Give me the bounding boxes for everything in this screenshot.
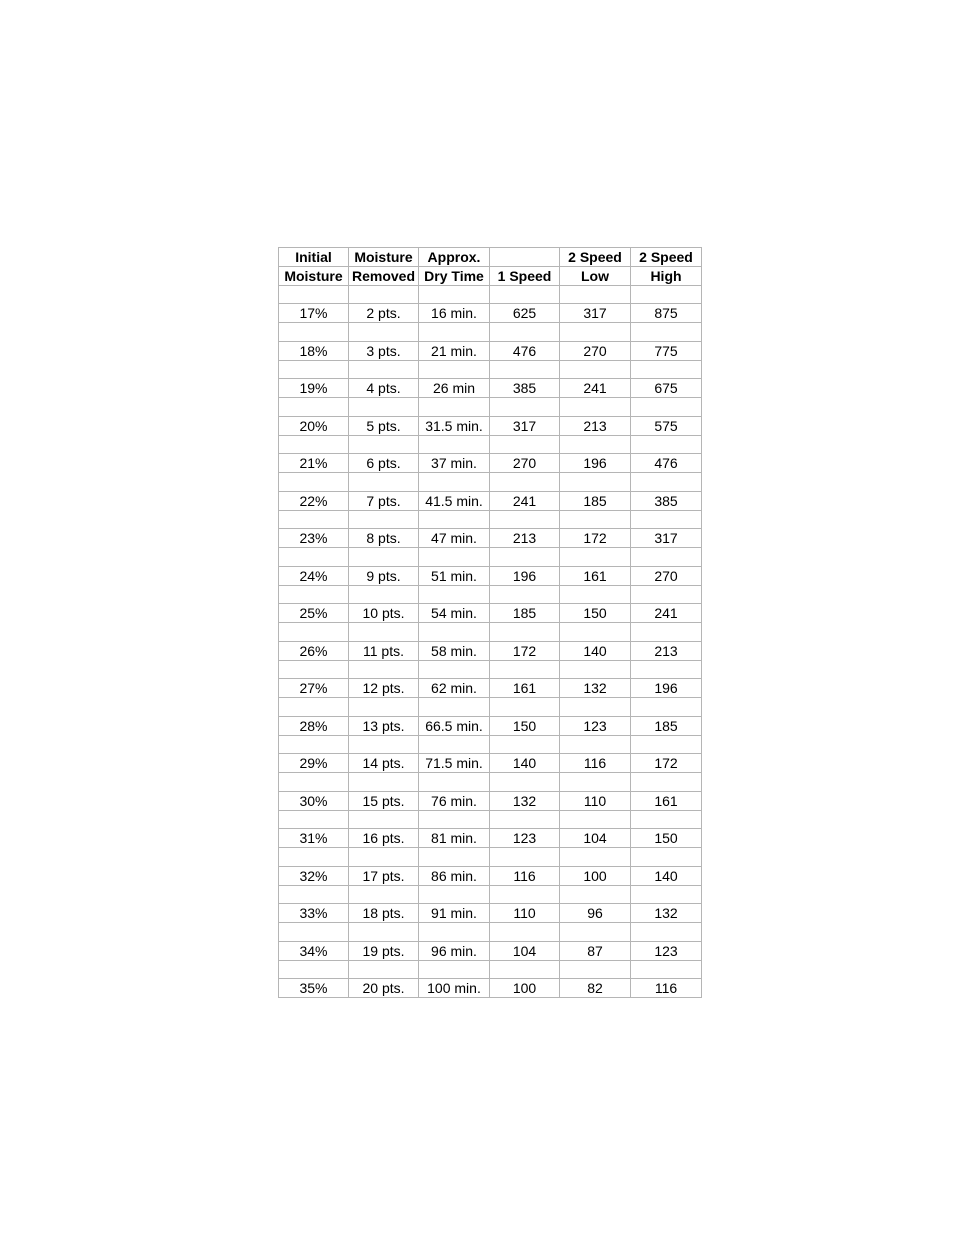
table-cell: 30%: [279, 791, 349, 810]
header-cell: Approx.: [419, 248, 490, 267]
table-cell: 150: [631, 829, 702, 848]
empty-cell: [279, 660, 349, 679]
empty-cell: [279, 923, 349, 942]
empty-cell: [631, 810, 702, 829]
table-cell: 76 min.: [419, 791, 490, 810]
table-cell: 17 pts.: [349, 866, 419, 885]
empty-cell: [349, 623, 419, 642]
empty-cell: [419, 810, 490, 829]
empty-cell: [279, 323, 349, 342]
table-row: [279, 566, 702, 585]
empty-cell: [490, 285, 560, 304]
table-cell: 317: [490, 416, 560, 435]
empty-cell: [560, 285, 631, 304]
table-cell: 6 pts.: [349, 454, 419, 473]
empty-cell: [560, 623, 631, 642]
empty-cell: [419, 623, 490, 642]
table-cell: 96: [560, 904, 631, 923]
table-cell: 81 min.: [419, 829, 490, 848]
table-row: [279, 529, 702, 548]
table-row: [279, 754, 702, 773]
empty-cell: [560, 698, 631, 717]
table-cell: 172: [560, 529, 631, 548]
empty-cell: [419, 773, 490, 792]
table-cell: 19%: [279, 379, 349, 398]
header-row-2: [279, 266, 702, 285]
table-cell: 35%: [279, 979, 349, 998]
table-row: [279, 491, 702, 510]
empty-cell: [560, 660, 631, 679]
empty-cell: [419, 398, 490, 417]
table-cell: 7 pts.: [349, 491, 419, 510]
table-cell: 132: [631, 904, 702, 923]
table-cell: 104: [490, 941, 560, 960]
empty-cell: [560, 923, 631, 942]
empty-cell: [419, 548, 490, 567]
empty-cell: [560, 585, 631, 604]
empty-cell: [279, 735, 349, 754]
table-cell: 123: [560, 716, 631, 735]
empty-cell: [490, 848, 560, 867]
empty-cell: [279, 623, 349, 642]
empty-cell: [419, 323, 490, 342]
table-cell: 116: [560, 754, 631, 773]
table-cell: 26 min: [419, 379, 490, 398]
empty-cell: [631, 360, 702, 379]
table-cell: 196: [490, 566, 560, 585]
empty-cell: [349, 885, 419, 904]
empty-cell: [631, 660, 702, 679]
table-cell: 104: [560, 829, 631, 848]
empty-cell: [560, 773, 631, 792]
empty-cell: [279, 473, 349, 492]
empty-cell: [349, 285, 419, 304]
empty-cell: [279, 773, 349, 792]
drying-data-table: [278, 247, 702, 998]
empty-cell: [419, 360, 490, 379]
spacer-row: [279, 623, 702, 642]
table-cell: 21%: [279, 454, 349, 473]
empty-cell: [631, 510, 702, 529]
table-cell: 270: [560, 341, 631, 360]
empty-cell: [349, 848, 419, 867]
empty-cell: [349, 435, 419, 454]
table-row: [279, 716, 702, 735]
table-cell: 241: [490, 491, 560, 510]
spacer-row: [279, 848, 702, 867]
empty-cell: [419, 435, 490, 454]
table-row: [279, 791, 702, 810]
table-cell: 123: [490, 829, 560, 848]
table-cell: 161: [560, 566, 631, 585]
table-cell: 19 pts.: [349, 941, 419, 960]
empty-cell: [490, 360, 560, 379]
table-cell: 91 min.: [419, 904, 490, 923]
empty-cell: [279, 885, 349, 904]
empty-cell: [560, 360, 631, 379]
table-cell: 100: [560, 866, 631, 885]
table-cell: 10 pts.: [349, 604, 419, 623]
header-row-1: [279, 248, 702, 267]
table-cell: 15 pts.: [349, 791, 419, 810]
table-cell: 140: [631, 866, 702, 885]
empty-cell: [631, 698, 702, 717]
table-cell: 8 pts.: [349, 529, 419, 548]
empty-cell: [490, 510, 560, 529]
empty-cell: [631, 398, 702, 417]
empty-cell: [419, 510, 490, 529]
empty-cell: [349, 510, 419, 529]
table-row: [279, 904, 702, 923]
empty-cell: [631, 435, 702, 454]
table-cell: 172: [631, 754, 702, 773]
empty-cell: [560, 885, 631, 904]
table-row: [279, 379, 702, 398]
empty-cell: [349, 960, 419, 979]
table-cell: 32%: [279, 866, 349, 885]
table-cell: 62 min.: [419, 679, 490, 698]
table-cell: 31%: [279, 829, 349, 848]
empty-cell: [631, 923, 702, 942]
table-cell: 54 min.: [419, 604, 490, 623]
empty-cell: [631, 323, 702, 342]
empty-cell: [419, 473, 490, 492]
table-cell: 37 min.: [419, 454, 490, 473]
empty-cell: [349, 810, 419, 829]
empty-cell: [490, 960, 560, 979]
empty-cell: [349, 660, 419, 679]
table-cell: 9 pts.: [349, 566, 419, 585]
table-cell: 24%: [279, 566, 349, 585]
empty-cell: [560, 435, 631, 454]
spacer-row: [279, 773, 702, 792]
table-cell: 213: [631, 641, 702, 660]
empty-cell: [349, 548, 419, 567]
spacer-row: [279, 323, 702, 342]
table-cell: 16 min.: [419, 304, 490, 323]
empty-cell: [631, 473, 702, 492]
table-cell: 172: [490, 641, 560, 660]
table-row: [279, 941, 702, 960]
empty-cell: [349, 398, 419, 417]
empty-cell: [631, 960, 702, 979]
empty-cell: [490, 923, 560, 942]
empty-cell: [560, 510, 631, 529]
spacer-row: [279, 923, 702, 942]
spacer-row: [279, 398, 702, 417]
empty-cell: [349, 698, 419, 717]
spacer-row: [279, 510, 702, 529]
header-cell: Moisture: [279, 266, 349, 285]
table-cell: 11 pts.: [349, 641, 419, 660]
table-cell: 317: [560, 304, 631, 323]
empty-cell: [631, 848, 702, 867]
table-cell: 110: [490, 904, 560, 923]
table-cell: 27%: [279, 679, 349, 698]
table-cell: 18 pts.: [349, 904, 419, 923]
empty-cell: [279, 398, 349, 417]
table-cell: 185: [490, 604, 560, 623]
empty-cell: [279, 285, 349, 304]
table-cell: 22%: [279, 491, 349, 510]
empty-cell: [279, 810, 349, 829]
spacer-row: [279, 360, 702, 379]
empty-cell: [490, 548, 560, 567]
spacer-row: [279, 435, 702, 454]
table-row: [279, 866, 702, 885]
empty-cell: [631, 735, 702, 754]
empty-cell: [631, 623, 702, 642]
table-cell: 18%: [279, 341, 349, 360]
empty-cell: [490, 323, 560, 342]
table-row: [279, 454, 702, 473]
table-cell: 625: [490, 304, 560, 323]
empty-cell: [560, 735, 631, 754]
empty-cell: [631, 773, 702, 792]
table-cell: 100 min.: [419, 979, 490, 998]
table-cell: 17%: [279, 304, 349, 323]
header-cell: Initial: [279, 248, 349, 267]
table-cell: 14 pts.: [349, 754, 419, 773]
empty-cell: [490, 660, 560, 679]
table-cell: 213: [560, 416, 631, 435]
table-cell: 58 min.: [419, 641, 490, 660]
table-cell: 28%: [279, 716, 349, 735]
table-cell: 21 min.: [419, 341, 490, 360]
table-row: [279, 304, 702, 323]
table-cell: 270: [631, 566, 702, 585]
empty-cell: [419, 848, 490, 867]
table-cell: 675: [631, 379, 702, 398]
table-cell: 20 pts.: [349, 979, 419, 998]
empty-cell: [419, 960, 490, 979]
header-cell: [490, 248, 560, 267]
empty-cell: [560, 848, 631, 867]
table-cell: 2 pts.: [349, 304, 419, 323]
empty-cell: [279, 848, 349, 867]
table-cell: 29%: [279, 754, 349, 773]
table-cell: 116: [490, 866, 560, 885]
header-cell: 2 Speed: [631, 248, 702, 267]
table-cell: 196: [631, 679, 702, 698]
table-cell: 23%: [279, 529, 349, 548]
table-cell: 140: [490, 754, 560, 773]
empty-cell: [279, 510, 349, 529]
table-cell: 132: [560, 679, 631, 698]
table-cell: 71.5 min.: [419, 754, 490, 773]
table-cell: 196: [560, 454, 631, 473]
spacer-row: [279, 960, 702, 979]
table-cell: 116: [631, 979, 702, 998]
header-cell: Moisture: [349, 248, 419, 267]
empty-cell: [419, 885, 490, 904]
table-row: [279, 641, 702, 660]
spacer-row: [279, 473, 702, 492]
table-cell: 385: [631, 491, 702, 510]
header-cell: High: [631, 266, 702, 285]
table-cell: 100: [490, 979, 560, 998]
empty-cell: [279, 360, 349, 379]
empty-cell: [279, 548, 349, 567]
table-row: [279, 829, 702, 848]
table-cell: 123: [631, 941, 702, 960]
empty-cell: [419, 660, 490, 679]
empty-cell: [349, 473, 419, 492]
empty-cell: [419, 923, 490, 942]
table-cell: 385: [490, 379, 560, 398]
empty-cell: [490, 773, 560, 792]
empty-cell: [419, 285, 490, 304]
table-cell: 33%: [279, 904, 349, 923]
empty-cell: [419, 585, 490, 604]
empty-cell: [631, 285, 702, 304]
table-cell: 132: [490, 791, 560, 810]
empty-cell: [560, 960, 631, 979]
empty-cell: [490, 698, 560, 717]
table-cell: 270: [490, 454, 560, 473]
empty-cell: [631, 585, 702, 604]
table-cell: 241: [560, 379, 631, 398]
table-cell: 476: [490, 341, 560, 360]
empty-cell: [279, 698, 349, 717]
spacer-row: [279, 660, 702, 679]
table-cell: 575: [631, 416, 702, 435]
empty-cell: [631, 548, 702, 567]
table-cell: 41.5 min.: [419, 491, 490, 510]
empty-cell: [349, 773, 419, 792]
table-cell: 185: [560, 491, 631, 510]
table-cell: 26%: [279, 641, 349, 660]
empty-cell: [490, 810, 560, 829]
table-cell: 110: [560, 791, 631, 810]
table-row: [279, 416, 702, 435]
empty-cell: [349, 735, 419, 754]
table-cell: 34%: [279, 941, 349, 960]
table-cell: 140: [560, 641, 631, 660]
empty-cell: [349, 360, 419, 379]
header-cell: Removed: [349, 266, 419, 285]
table-cell: 96 min.: [419, 941, 490, 960]
empty-cell: [419, 698, 490, 717]
empty-cell: [490, 435, 560, 454]
table-cell: 13 pts.: [349, 716, 419, 735]
empty-cell: [490, 585, 560, 604]
empty-cell: [490, 398, 560, 417]
spacer-row: [279, 698, 702, 717]
table-cell: 213: [490, 529, 560, 548]
table-cell: 241: [631, 604, 702, 623]
empty-cell: [490, 473, 560, 492]
table-cell: 31.5 min.: [419, 416, 490, 435]
empty-cell: [560, 323, 631, 342]
table-body: [279, 248, 702, 998]
table-row: [279, 604, 702, 623]
table-cell: 3 pts.: [349, 341, 419, 360]
empty-cell: [631, 885, 702, 904]
spacer-row: [279, 585, 702, 604]
table-cell: 25%: [279, 604, 349, 623]
table-cell: 775: [631, 341, 702, 360]
spacer-row: [279, 548, 702, 567]
spacer-row: [279, 810, 702, 829]
spacer-row: [279, 735, 702, 754]
empty-cell: [490, 885, 560, 904]
empty-cell: [490, 735, 560, 754]
table-cell: 875: [631, 304, 702, 323]
table-row: [279, 341, 702, 360]
table-cell: 87: [560, 941, 631, 960]
empty-cell: [560, 810, 631, 829]
empty-cell: [279, 585, 349, 604]
empty-cell: [419, 735, 490, 754]
table-cell: 161: [490, 679, 560, 698]
empty-cell: [349, 585, 419, 604]
spacer-row: [279, 885, 702, 904]
header-cell: 1 Speed: [490, 266, 560, 285]
table-cell: 47 min.: [419, 529, 490, 548]
table-cell: 66.5 min.: [419, 716, 490, 735]
table-cell: 16 pts.: [349, 829, 419, 848]
table-cell: 150: [490, 716, 560, 735]
empty-cell: [490, 623, 560, 642]
table-cell: 82: [560, 979, 631, 998]
empty-cell: [349, 323, 419, 342]
empty-cell: [560, 473, 631, 492]
header-cell: Low: [560, 266, 631, 285]
table-row: [279, 979, 702, 998]
empty-cell: [560, 548, 631, 567]
table-cell: 317: [631, 529, 702, 548]
table-cell: 86 min.: [419, 866, 490, 885]
table-cell: 4 pts.: [349, 379, 419, 398]
table-row: [279, 679, 702, 698]
header-cell: Dry Time: [419, 266, 490, 285]
table-cell: 20%: [279, 416, 349, 435]
empty-cell: [560, 398, 631, 417]
table-cell: 12 pts.: [349, 679, 419, 698]
table-cell: 5 pts.: [349, 416, 419, 435]
header-cell: 2 Speed: [560, 248, 631, 267]
table-cell: 51 min.: [419, 566, 490, 585]
empty-cell: [279, 960, 349, 979]
table-cell: 476: [631, 454, 702, 473]
empty-cell: [349, 923, 419, 942]
table-cell: 185: [631, 716, 702, 735]
empty-cell: [279, 435, 349, 454]
table-cell: 150: [560, 604, 631, 623]
table-cell: 161: [631, 791, 702, 810]
spacer-row: [279, 285, 702, 304]
